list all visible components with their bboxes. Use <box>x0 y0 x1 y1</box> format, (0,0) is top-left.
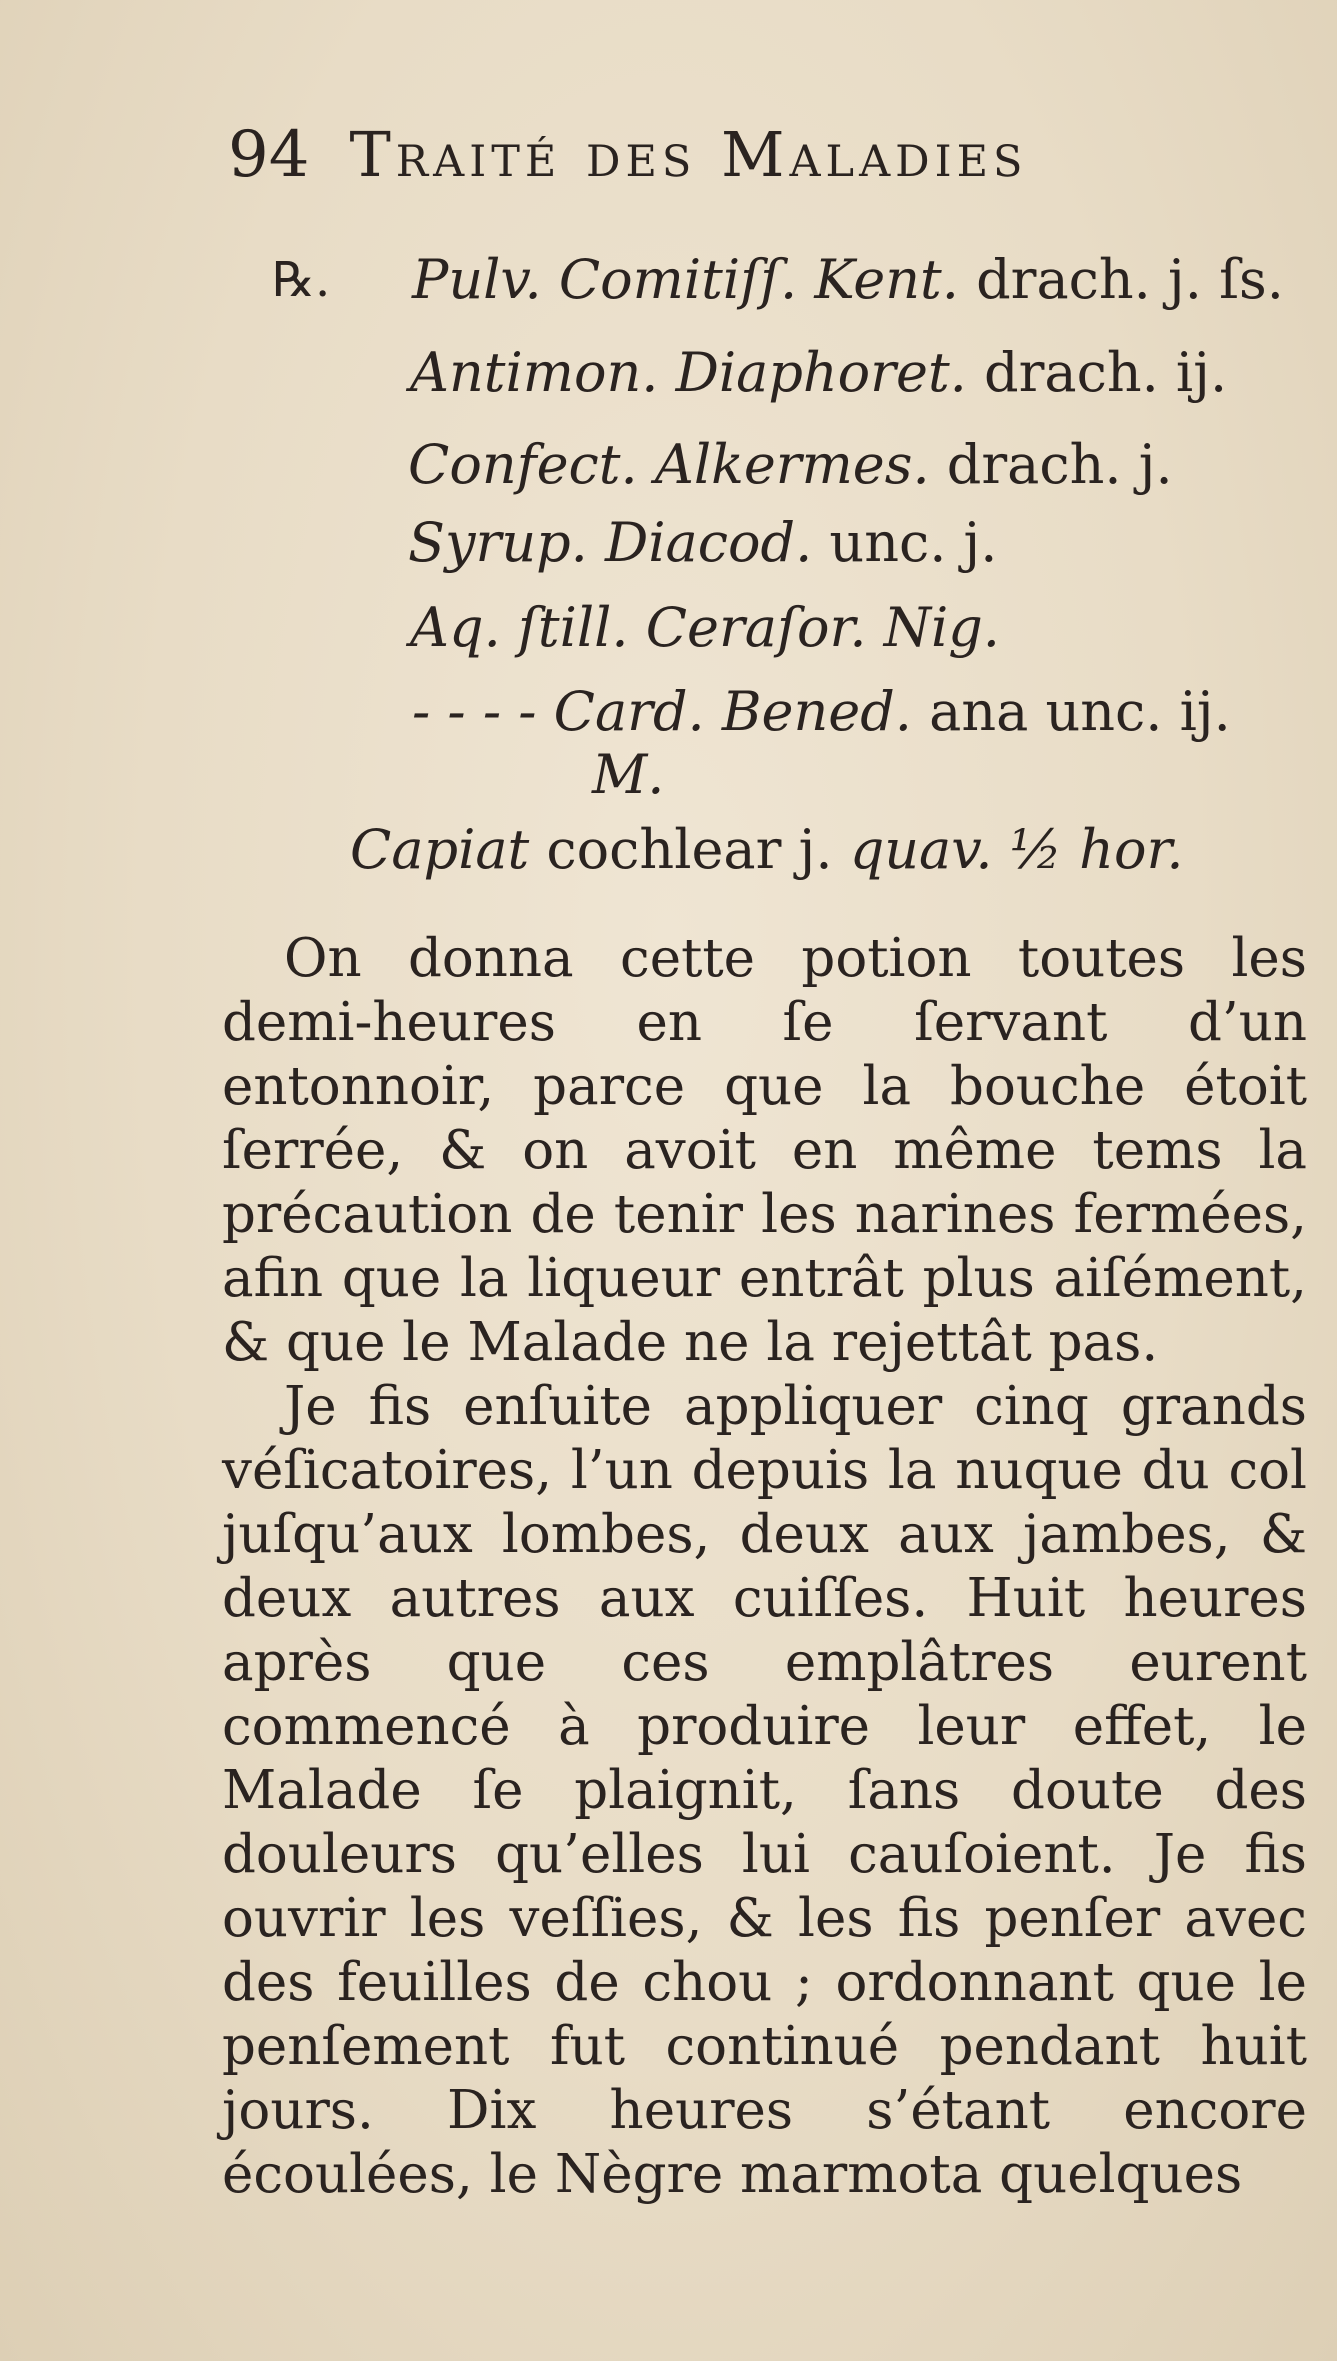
paragraph: Je fis enſuite appliquer cinq grands véſicatoires, l’un depuis la nuque du col juſqu’aux lombes, deux aux jambes, & deux autres aux cuiſſes. Huit heures après que ces emplâtres eurent commencé à produire leur effet, le Malade ſe plaignit, ſans doute des douleurs qu’elles lui cauſoient. Je fis ouvrir les veſſies, & les fis penſer avec des feuilles de chou ; ordonnant que le penſement fut continué pendant huit jours. Dix heures s’étant encore écoulées, le Nègre marmota quelques <box>222 1376 1307 2205</box>
ingredient-name: Antimon. Diaphoret. <box>410 341 967 404</box>
running-title: Traité des Maladies <box>349 118 1028 191</box>
prescription-mix <box>592 740 664 810</box>
dosage-interval: quav. ½ hor. <box>849 818 1184 881</box>
prescription <box>0 0 1337 900</box>
prescription-line <box>412 245 1284 315</box>
page-number: 94 <box>228 118 310 192</box>
dosage-capiat: Capiat <box>350 818 530 881</box>
ingredient-dose: drach. j. <box>946 433 1173 496</box>
rx-symbol: ℞. <box>272 252 331 308</box>
paragraph: On donna cette potion toutes les demi-heures en ſe ſervant d’un entonnoir, parce que la bouche étoit ſerrée, & on avoit en même tems la précaution de tenir les narines fermées, afin que la liqueur entrât plus aiſément, & que le Malade ne la rejettât pas. <box>222 928 1307 1373</box>
ingredient-name: Confect. Alkermes. <box>408 433 930 496</box>
dosage-amount: cochlear j. <box>546 818 833 881</box>
ingredient-dose: drach. ij. <box>984 341 1228 404</box>
ingredient-name: Aq. ſtill. Ceraſor. Nig. <box>410 596 1000 659</box>
ingredient-name: Syrup. Diacod. <box>408 511 813 574</box>
ingredient-dose: drach. j. ſs. <box>976 248 1284 311</box>
prescription-line <box>410 338 1227 408</box>
prescription-line <box>408 430 1173 500</box>
ingredient-name: - - - - Card. Bened. <box>412 680 912 743</box>
prescription-line <box>412 677 1231 747</box>
ingredient-dose: unc. j. <box>829 511 998 574</box>
mix-instruction: M. <box>592 743 665 806</box>
ingredient-name: Pulv. Comitiſſ. Kent. <box>412 248 959 311</box>
prescription-dosage <box>350 815 1184 885</box>
body-text <box>222 927 1307 2207</box>
prescription-line <box>410 593 1000 663</box>
ingredient-dose: ana unc. ij. <box>929 680 1231 743</box>
prescription-line <box>408 508 997 578</box>
